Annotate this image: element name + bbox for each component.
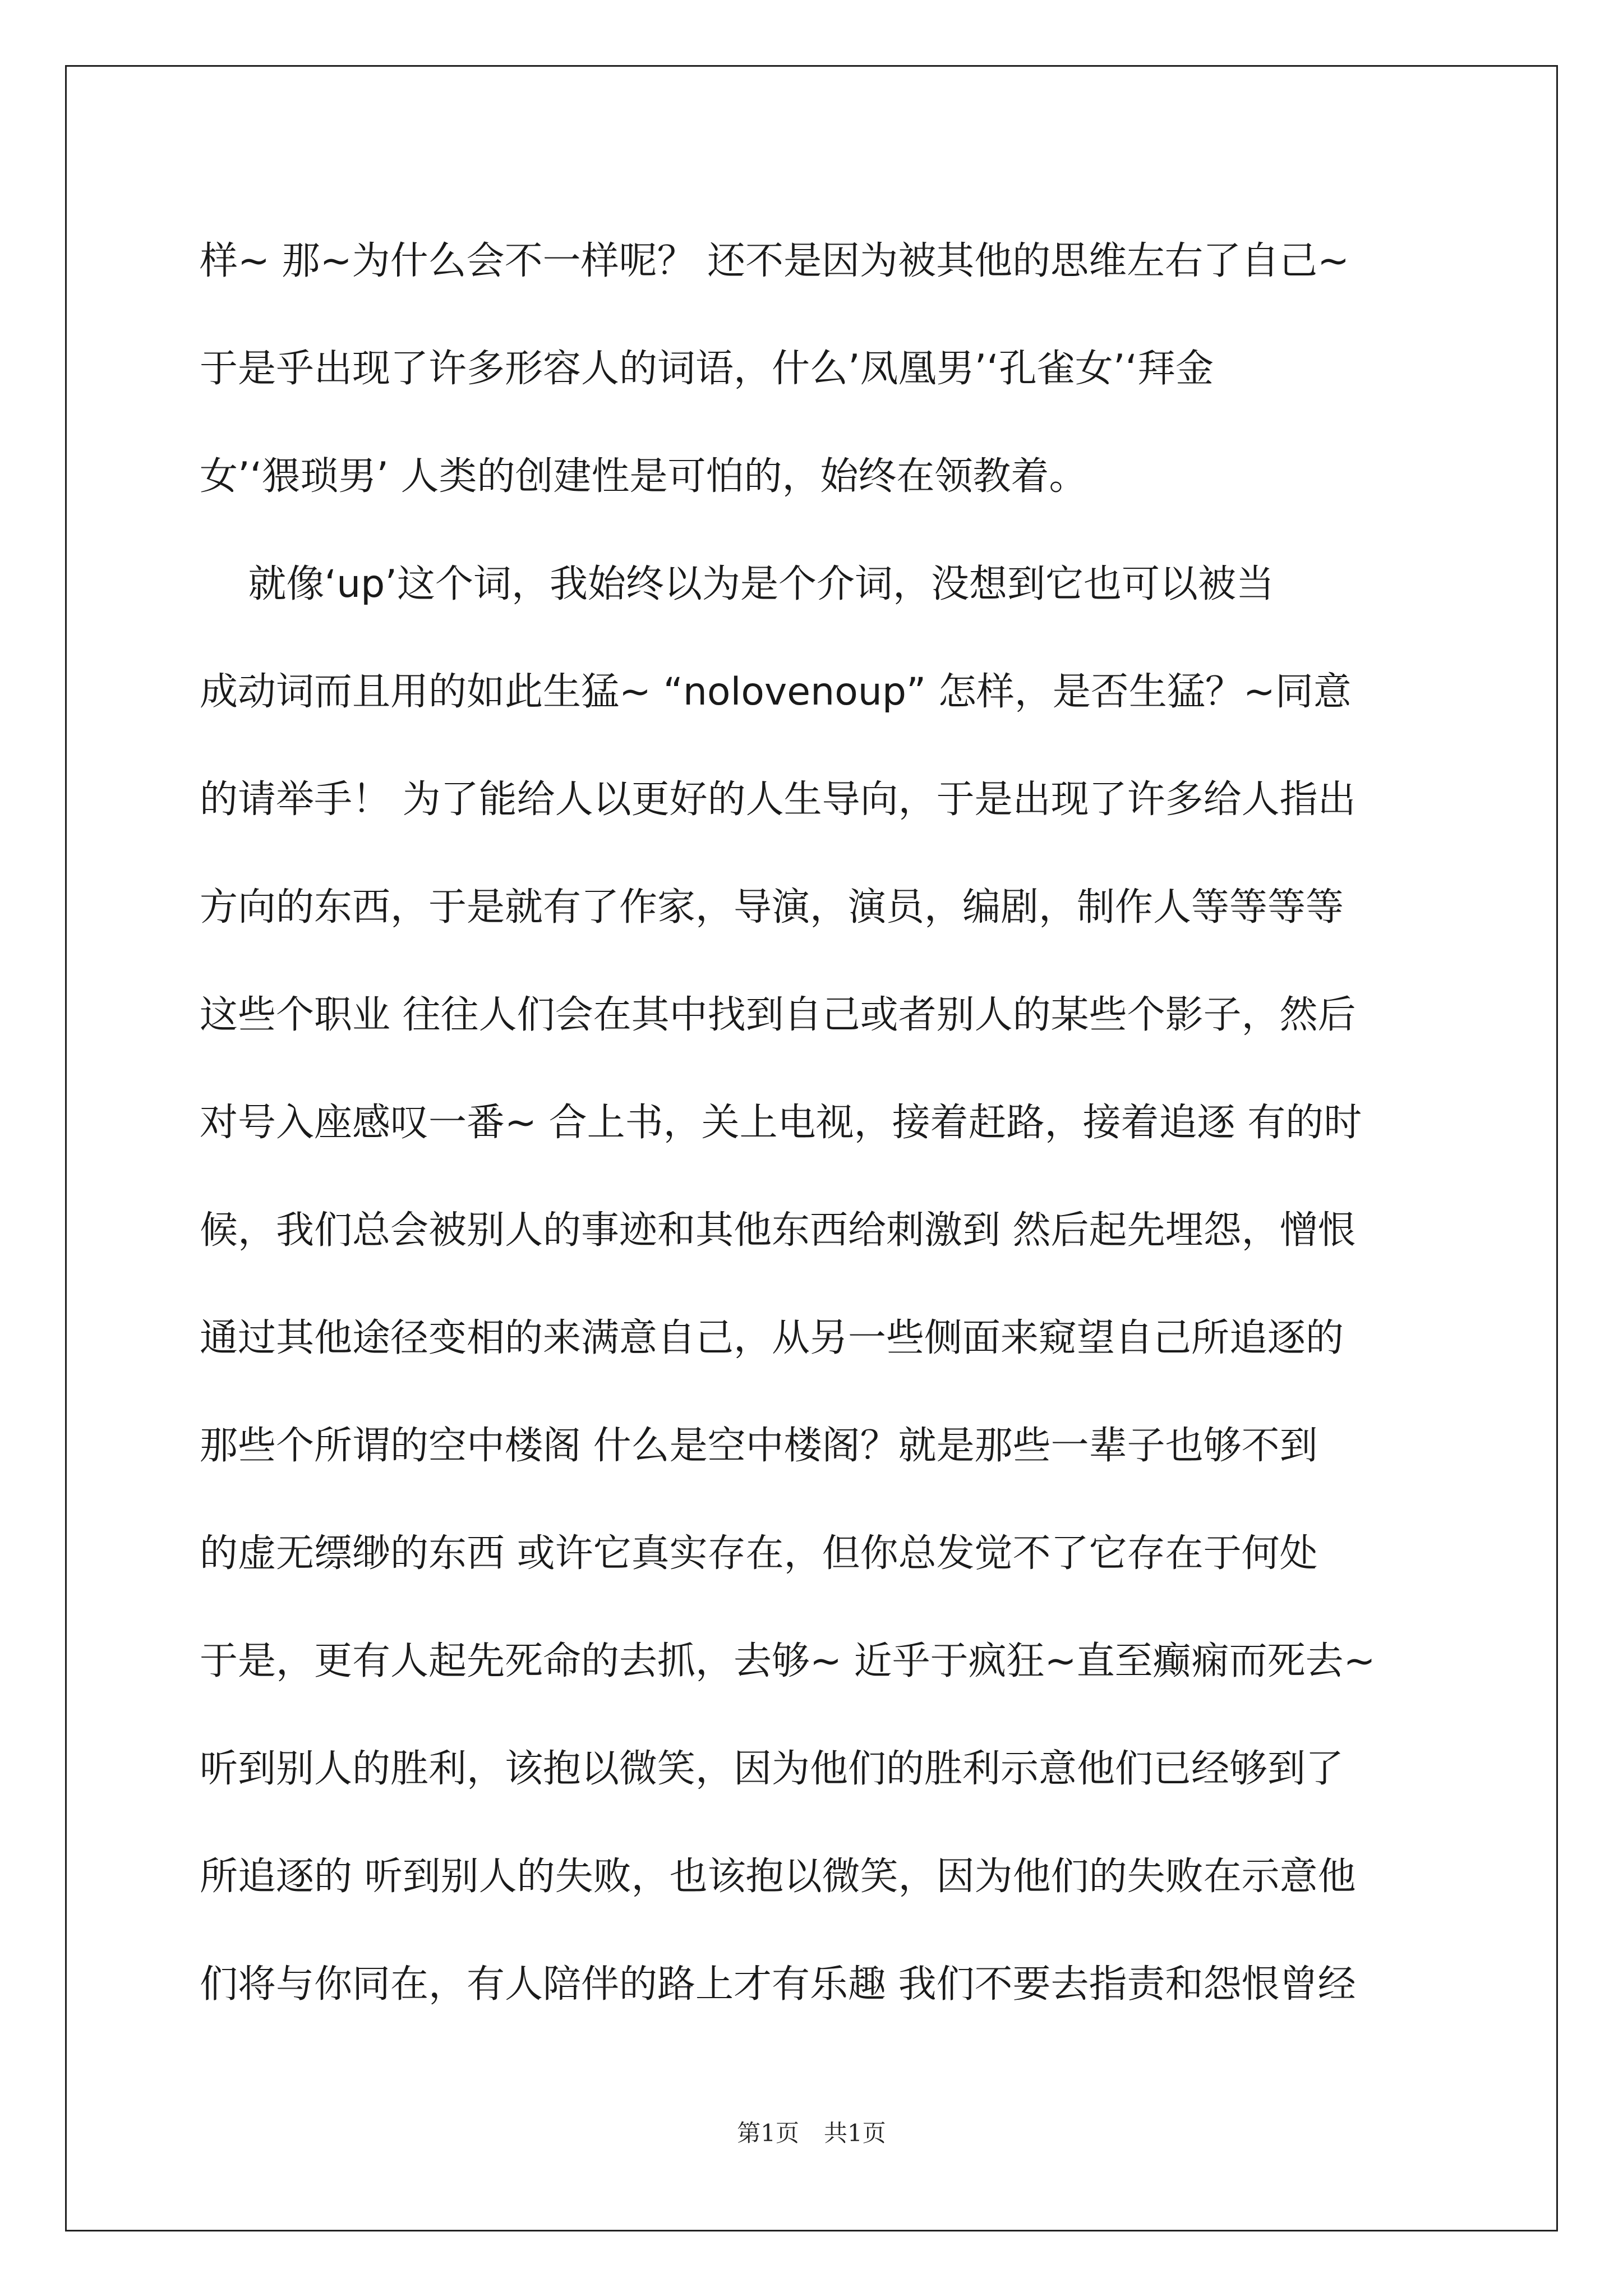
page-total: 共1页	[824, 2119, 886, 2147]
text-line: 听到别人的胜利，该抱以微笑，因为他们的胜利示意他们已经够到了	[200, 1747, 1344, 1791]
text-line: 们将与你同在，有人陪伴的路上才有乐趣 我们不要去指责和怨恨曾经	[200, 1962, 1356, 2007]
document-body	[200, 208, 1433, 2039]
text-line: 于是乎出现了许多形容人的词语，什么’凤凰男’‘孔雀女’‘拜金	[200, 347, 1214, 391]
page-number: 第1页	[737, 2119, 799, 2147]
text-line: 于是，更有人起先死命的去抓，去够~ 近乎于疯狂~直至癫痫而死去~	[200, 1639, 1376, 1683]
text-line: 所追逐的 听到别人的失败，也该抱以微笑，因为他们的失败在示意他	[200, 1855, 1356, 1899]
text-line: 通过其他途径变相的来满意自己，从另一些侧面来窥望自己所追逐的	[200, 1316, 1344, 1360]
text-line: 候，我们总会被别人的事迹和其他东西给刺激到 然后起先埋怨，憎恨	[200, 1208, 1356, 1253]
text-line: 的虚无缥缈的东西 或许它真实存在，但你总发觉不了它存在于何处	[200, 1531, 1318, 1576]
text-line: 方向的东西，于是就有了作家，导演，演员，编剧，制作人等等等等	[200, 885, 1344, 930]
text-line: 那些个所谓的空中楼阁 什么是空中楼阁？就是那些一辈子也够不到	[200, 1424, 1318, 1468]
text-line: 对号入座感叹一番~ 合上书，关上电视，接着赶路，接着追逐 有的时	[200, 1101, 1362, 1145]
text-line: 女’‘猥琐男’ 人类的创建性是可怕的，始终在领教着。	[200, 454, 1087, 499]
text-line: 样~ 那~为什么会不一样呢？ 还不是因为被其他的思维左右了自己~	[200, 239, 1350, 283]
page-footer	[0, 2115, 1623, 2148]
text-line: 就像‘up’这个词，我始终以为是个介词，没想到它也可以被当	[200, 562, 1274, 606]
text-line: 这些个职业 往往人们会在其中找到自己或者别人的某些个影子，然后	[200, 993, 1356, 1037]
text-line: 的请举手！ 为了能给人以更好的人生导向，于是出现了许多给人指出	[200, 777, 1356, 822]
text-line: 成动词而且用的如此生猛~ “nolovenoup” 怎样，是否生猛？~同意	[200, 670, 1352, 714]
